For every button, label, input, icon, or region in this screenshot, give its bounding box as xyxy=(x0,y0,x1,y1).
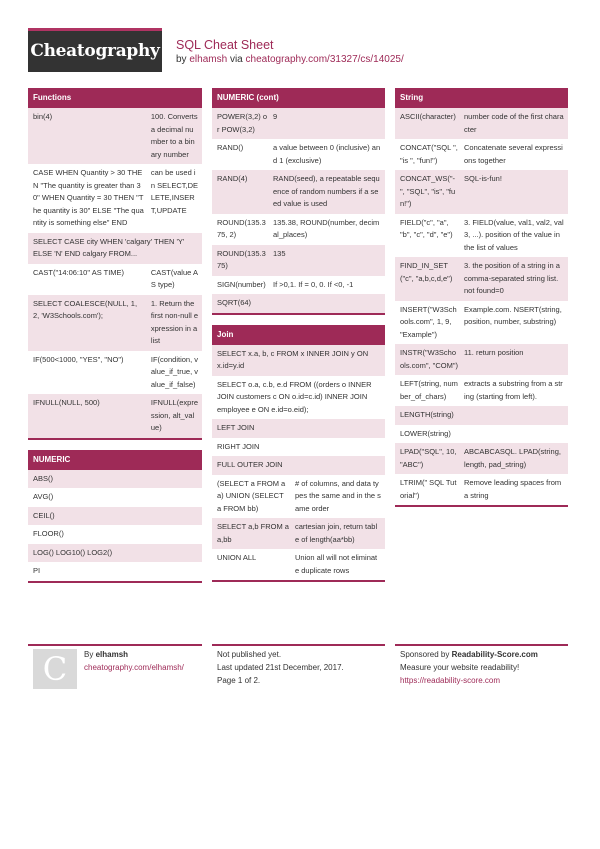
row-code: SELECT o.a, c.b, e.d FROM ((orders o INNER JOIN customers c ON o.id=c.id) INNER JOIN employee e ON e.id=o.eid); xyxy=(217,379,372,414)
row-description: number code of the first character xyxy=(464,112,564,134)
published-status: Not published yet. xyxy=(217,650,282,659)
table-row xyxy=(212,438,385,457)
table-row xyxy=(395,425,568,444)
section-header: Functions xyxy=(28,88,202,108)
row-code: FLOOR() xyxy=(33,529,64,538)
section-body xyxy=(28,470,202,583)
table-row xyxy=(212,294,385,313)
table-row xyxy=(28,108,202,164)
row-code: IFNULL(NULL, 500) xyxy=(33,398,100,407)
table-row xyxy=(28,233,202,264)
table-row xyxy=(212,518,385,549)
row-description: IFNULL(expression, alt_value) xyxy=(150,398,198,432)
row-code: AVG() xyxy=(33,492,54,501)
table-row xyxy=(212,419,385,438)
row-code: POWER(3,2) or POW(3,2) xyxy=(217,112,268,134)
row-code: LEFT(string, number_of_chars) xyxy=(400,379,458,401)
row-code: LOWER(string) xyxy=(400,428,451,438)
table-row xyxy=(395,375,568,406)
table-row xyxy=(212,245,385,276)
table-row xyxy=(395,344,568,375)
row-code: FIND_IN_SET("c", "a,b,c,d,e") xyxy=(400,261,453,283)
row-description: 135.38, ROUND(number, decimal_places) xyxy=(273,217,380,239)
sponsor-name[interactable]: Readability-Score.com xyxy=(451,650,538,659)
row-code: ASCII(character) xyxy=(400,112,456,121)
footer-author-name: elhamsh xyxy=(95,650,129,659)
row-description: CAST(value AS type) xyxy=(150,267,198,289)
row-code: CONCAT_WS("-", "SQL", "is", "fun!") xyxy=(400,174,456,208)
table-row xyxy=(28,264,202,295)
row-description: 100. Converts a decimal number to a binary number xyxy=(150,112,198,159)
sheet-subtitle xyxy=(176,54,404,65)
row-code: CASE WHEN Quantity > 30 THEN "The quantity is greater than 30" WHEN Quantity = 30 THEN "The quantity is 30" ELSE "The quantity is something else" END xyxy=(33,168,144,227)
section-body xyxy=(212,345,385,583)
row-description: RAND(seed), a repeatable sequence of random numbers if a seed value is used xyxy=(273,174,380,208)
row-code: ROUND(135.375, 2) xyxy=(217,217,266,239)
sheet-title: SQL Cheat Sheet xyxy=(176,38,274,52)
sheet-url-link[interactable]: cheatography.com/31327/cs/14025/ xyxy=(245,54,404,65)
row-code: bin(4) xyxy=(33,112,53,121)
row-code: PI xyxy=(33,566,41,575)
table-row xyxy=(395,108,568,139)
section-body xyxy=(28,108,202,440)
table-row xyxy=(28,295,202,351)
footer-by-label: By xyxy=(84,650,94,659)
row-description: extracts a substring from a string (starting from left). xyxy=(464,379,563,401)
row-code: SELECT CASE city WHEN 'calgary' THEN 'Y' ELSE 'N' END calgary FROM... xyxy=(33,236,185,258)
column-left xyxy=(28,88,202,593)
row-description: Example.com. NSERT(string, position, number, substring) xyxy=(464,304,562,326)
footer-author-link[interactable]: cheatography.com/elhamsh/ xyxy=(84,663,184,672)
table-row xyxy=(28,394,202,438)
footer-publish xyxy=(212,644,385,646)
section-functions xyxy=(28,88,202,440)
row-code: FIELD("c", "a", "b", "c", "d", "e") xyxy=(400,217,453,239)
table-row xyxy=(28,488,202,507)
row-code: SELECT COALESCE(NULL, 1, 2, 'W3Schools.com'); xyxy=(33,298,138,320)
table-row xyxy=(395,443,568,474)
table-row xyxy=(28,470,202,489)
table-row xyxy=(212,549,385,580)
sponsor-link[interactable]: https://readability-score.com xyxy=(400,676,501,685)
table-row xyxy=(212,139,385,170)
row-code: FULL OUTER JOIN xyxy=(217,460,283,469)
row-code: CAST("14:06:10" AS TIME) xyxy=(33,267,125,277)
row-description: 9 xyxy=(273,112,278,121)
row-code: LOG() LOG10() LOG2() xyxy=(33,547,113,557)
table-row xyxy=(395,301,568,345)
table-row xyxy=(212,376,385,420)
table-row xyxy=(212,456,385,475)
table-row xyxy=(212,345,385,376)
table-row xyxy=(212,475,385,519)
sponsor-tagline: Measure your website readability! xyxy=(400,663,520,672)
row-description: cartesian join, return table of length(aa*bb) xyxy=(295,522,378,544)
section-join xyxy=(212,325,385,583)
table-row xyxy=(28,525,202,544)
table-row xyxy=(28,507,202,526)
footer-author xyxy=(28,644,202,646)
row-description: 11. return position xyxy=(464,348,524,357)
row-code: LENGTH(string) xyxy=(400,410,454,419)
page-number: Page 1 of 2. xyxy=(217,676,261,685)
row-description: ABCABCASQL. LPAD(string, length, pad_string) xyxy=(464,447,561,469)
last-updated: Last updated 21st December, 2017. xyxy=(217,663,344,672)
table-row xyxy=(395,474,568,505)
table-row xyxy=(395,139,568,170)
footer-sponsor-info xyxy=(400,648,538,687)
avatar-letter: C xyxy=(42,650,68,688)
table-row xyxy=(395,214,568,258)
cheatography-logo[interactable] xyxy=(28,28,162,72)
table-row xyxy=(212,214,385,245)
section-numeric xyxy=(28,450,202,583)
table-row xyxy=(212,108,385,139)
row-description: a value between 0 (inclusive) and 1 (exclusive) xyxy=(273,143,381,165)
row-description: Concatenate several expressions together xyxy=(464,143,563,165)
footer-publish-info xyxy=(217,648,344,687)
table-row xyxy=(395,170,568,214)
row-code: LEFT JOIN xyxy=(217,423,255,432)
row-code: RIGHT JOIN xyxy=(217,441,260,451)
table-row xyxy=(28,544,202,563)
row-code: SQRT(64) xyxy=(217,298,252,307)
author-link[interactable]: elhamsh xyxy=(189,54,228,65)
table-row xyxy=(28,562,202,581)
row-code: (SELECT a FROM aa) UNION (SELECT a FROM bb) xyxy=(217,478,286,513)
row-code: INSERT("W3Schools.com", 1, 9, "Example") xyxy=(400,304,457,339)
row-description: can be used in SELECT,DELETE,INSERT,UPDATE xyxy=(150,168,198,215)
row-description: If >0,1. If = 0, 0. If <0, -1 xyxy=(273,279,354,289)
section-header: NUMERIC (cont) xyxy=(212,88,385,108)
column-right xyxy=(395,88,568,517)
footer-author-info xyxy=(84,648,184,674)
row-description: 1. Return the first non-null expression in a list xyxy=(150,298,198,345)
row-code: UNION ALL xyxy=(217,553,257,562)
table-row xyxy=(212,170,385,214)
row-description: Union all will not eliminate duplicate rows xyxy=(295,553,378,575)
section-header: Join xyxy=(212,325,385,345)
row-code: CEIL() xyxy=(33,510,55,520)
table-row xyxy=(395,406,568,425)
row-description: 3. the position of a string in a comma-separated string list. not found=0 xyxy=(464,261,560,295)
row-code: RAND() xyxy=(217,143,244,152)
row-description: Remove leading spaces from a string xyxy=(464,478,562,500)
table-row xyxy=(395,257,568,301)
row-code: ABS() xyxy=(33,473,54,483)
row-code: LTRIM(" SQL Tutorial") xyxy=(400,478,457,500)
row-code: SELECT a,b FROM aa,bb xyxy=(217,522,289,544)
row-code: IF(500<1000, "YES", "NO") xyxy=(33,354,124,364)
author-avatar xyxy=(33,649,77,689)
section-header: NUMERIC xyxy=(28,450,202,470)
by-label: by xyxy=(176,54,187,65)
table-row xyxy=(28,164,202,233)
row-code: RAND(4) xyxy=(217,174,248,183)
row-description: 135 xyxy=(273,248,286,258)
row-description: # of columns, and data types the same and in the same order xyxy=(295,478,381,513)
via-label: via xyxy=(229,54,243,65)
section-body xyxy=(212,108,385,315)
row-description: 3. FIELD(value, val1, val2, val3, ...). position of the value in the list of values xyxy=(464,217,564,252)
row-code: CONCAT("SQL ", "is ", "fun!") xyxy=(400,143,458,165)
section-header: String xyxy=(395,88,568,108)
footer-sponsor xyxy=(395,644,568,646)
table-row xyxy=(212,276,385,295)
row-description: SQL-is-fun! xyxy=(464,174,502,183)
section-numeric-cont xyxy=(212,88,385,315)
row-code: SIGN(number) xyxy=(217,279,266,289)
row-description: IF(condition, value_if_true, value_if_false) xyxy=(150,354,199,389)
row-code: ROUND(135.375) xyxy=(217,248,266,270)
row-code: LPAD("SQL", 10, "ABC") xyxy=(400,447,457,469)
row-code: SELECT x.a, b, c FROM x INNER JOIN y ON x.id=y.id xyxy=(217,348,369,370)
table-row xyxy=(28,351,202,395)
row-code: INSTR("W3Schools.com", "COM") xyxy=(400,348,458,370)
column-middle xyxy=(212,88,385,592)
sponsor-prefix: Sponsored by xyxy=(400,650,450,659)
section-body xyxy=(395,108,568,507)
section-string xyxy=(395,88,568,507)
logo-text: Cheatography xyxy=(30,41,160,61)
